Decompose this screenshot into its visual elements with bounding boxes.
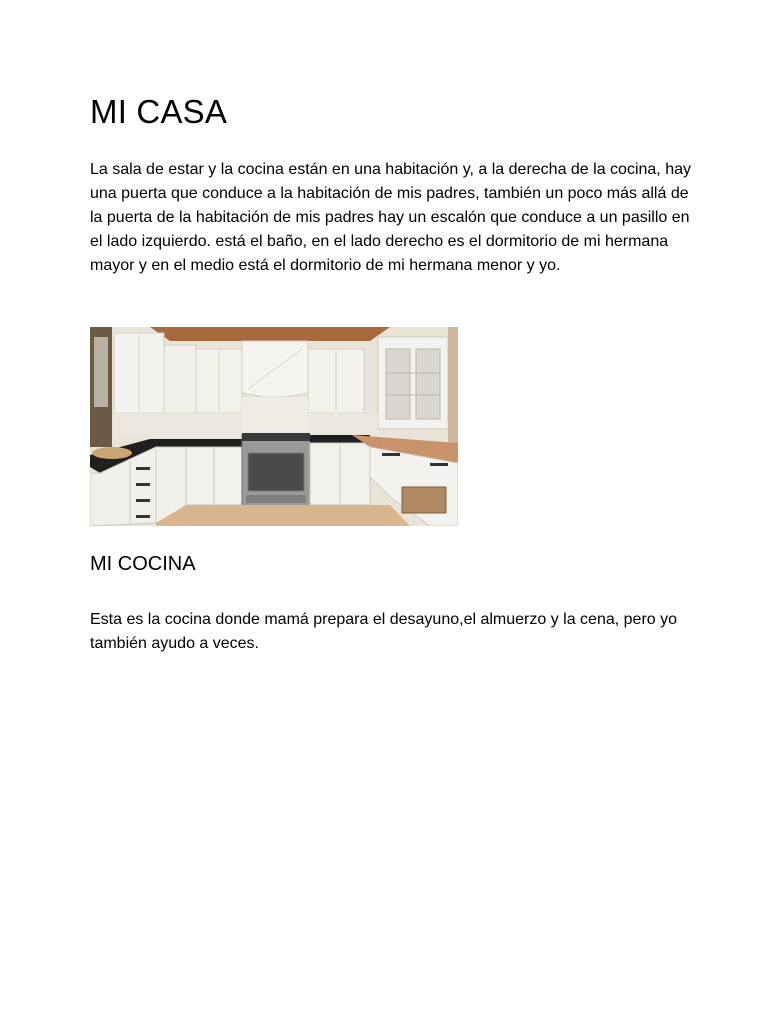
section-title: MI COCINA	[90, 553, 196, 575]
photo-floor	[156, 505, 410, 526]
page-title: MI CASA	[90, 93, 228, 130]
photo-basket	[402, 487, 446, 513]
photo-ceiling	[150, 327, 390, 341]
intro-paragraph: La sala de estar y la cocina están en una habitación y, a la derecha de la cocina, hay una puerta que conduce a la habitación de mis padres, también un poco más allá de la puerta de la habitación de mis padres hay un escalón que conduce a un pasillo en el lado izquierdo. está el baño, en el lado derecho es el dormitorio de mi hermana mayor y en el medio está el dormitorio de mi hermana menor y yo.	[90, 161, 691, 274]
kitchen-photo	[90, 327, 458, 526]
kitchen-paragraph: Esta es la cocina donde mamá prepara el desayuno,el almuerzo y la cena, pero yo también ayudo a veces.	[90, 611, 678, 652]
